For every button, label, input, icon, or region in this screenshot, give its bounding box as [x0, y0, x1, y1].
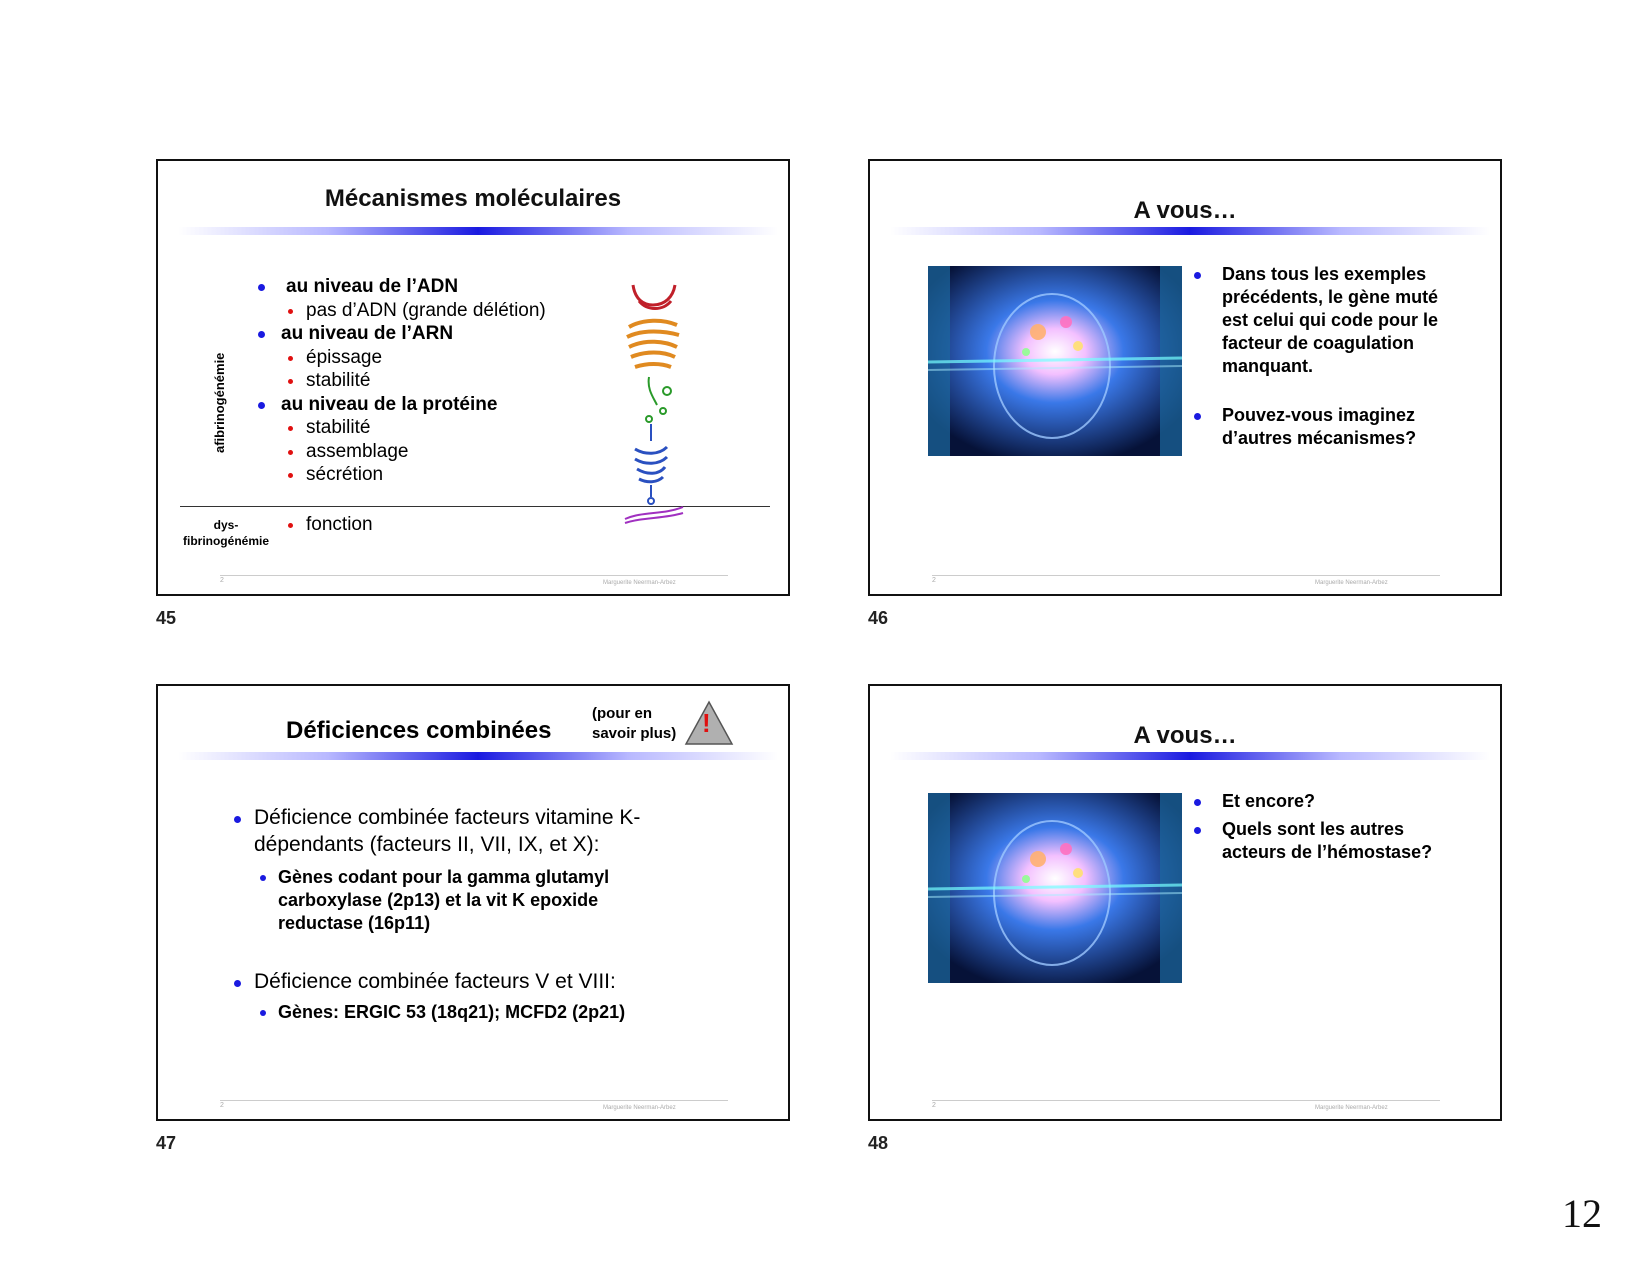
- afibrinogenemie-label: afibrinogénémie: [212, 352, 227, 453]
- bullet-dot: [258, 402, 265, 409]
- bullet-dot: [234, 816, 241, 823]
- sub-line2: carboxylase (2p13) et la vit K epoxide: [278, 890, 599, 910]
- footer-page: 2: [932, 1102, 936, 1109]
- bullet-acteurs: Quels sont les autres acteurs de l’hémostase?: [1222, 819, 1433, 862]
- sub-bullet-dot: [288, 356, 293, 361]
- slide-number: 48: [868, 1133, 889, 1153]
- brain-illustration-icon: [928, 793, 1182, 983]
- golgi-icon: [635, 447, 667, 453]
- bullet-dot: [1194, 272, 1201, 279]
- dys-label-line1: dys-: [213, 518, 239, 532]
- footer-line: [220, 1100, 728, 1101]
- brain-image: [928, 266, 1182, 456]
- slide-title: Déficiences combinées: [286, 717, 552, 744]
- sub-bullet-fonction: fonction: [306, 514, 373, 535]
- sub-bullet-stabilite-prot: stabilité: [306, 417, 371, 438]
- sub-bullet-adn: pas d’ADN (grande délétion): [306, 300, 546, 321]
- slide-number: 45: [156, 608, 177, 628]
- sub-bullet-genes-vitk: [278, 866, 609, 935]
- footer-line: [932, 575, 1440, 576]
- more-info-note: [592, 704, 676, 744]
- bullet-encore: Et encore?: [1222, 791, 1316, 811]
- sub-bullet-epissage: épissage: [306, 347, 383, 368]
- sub-bullet-dot: [288, 473, 293, 478]
- sub-bullet-stabilite: stabilité: [306, 370, 371, 391]
- brain-image: [928, 793, 1182, 983]
- bullet-dot: [1194, 799, 1201, 806]
- bullet-adn: au niveau de l’ADN: [286, 276, 459, 297]
- page-number: 12: [1562, 1191, 1602, 1236]
- footer-page: 2: [932, 577, 936, 584]
- sub-bullet-assemblage: assemblage: [306, 441, 409, 462]
- sub-bullet-dot: [288, 450, 293, 455]
- note-line1: (pour en: [592, 705, 652, 722]
- bullet-vitk: [254, 804, 640, 858]
- brain-illustration-icon: [928, 266, 1182, 456]
- sub-line3: reductase (16p11): [278, 913, 431, 933]
- footer-page: 2: [220, 1102, 224, 1109]
- slide-45: [156, 159, 790, 596]
- note-line2: savoir plus): [592, 725, 677, 742]
- title-underline: [178, 752, 778, 760]
- bullet-v-viii: Déficience combinée facteurs V et VIII:: [254, 970, 616, 993]
- slide-number: 47: [156, 1133, 177, 1153]
- bullet-dot: [1194, 827, 1201, 834]
- vesicle-path-icon: [649, 377, 657, 405]
- sub-bullet-dot: [260, 875, 266, 881]
- er-icon: [629, 321, 677, 327]
- dysfibrinogenemie-label: [176, 517, 276, 549]
- footer-author: Marguerite Neerman-Arbez: [1315, 580, 1388, 586]
- slide-47: [156, 684, 790, 1121]
- dys-label-line2: fibrinogénémie: [182, 534, 269, 548]
- sub-bullet-dot: [288, 523, 293, 528]
- bullet-vitk-line1: Déficience combinée facteurs vitamine K-: [254, 806, 641, 829]
- slide-number: 46: [868, 608, 889, 628]
- bullet-arn: au niveau de l’ARN: [281, 323, 454, 344]
- slide-title: Mécanismes moléculaires: [324, 185, 622, 212]
- sub-bullet-dot: [288, 309, 293, 314]
- bullet-proteine: au niveau de la protéine: [281, 394, 498, 415]
- sub-line1: Gènes codant pour la gamma glutamyl: [278, 867, 610, 887]
- bullet-vitk-line2: dépendants (facteurs II, VII, IX, et X):: [254, 833, 600, 856]
- footer-author: Marguerite Neerman-Arbez: [603, 1105, 676, 1111]
- sub-bullet-dot: [288, 426, 293, 431]
- slide-title: A vous…: [1133, 722, 1237, 749]
- sub-bullet-dot: [260, 1010, 266, 1016]
- bullet-dot: [258, 331, 265, 338]
- footer-line: [932, 1100, 1440, 1101]
- sub-bullet-dot: [288, 379, 293, 384]
- bullet-question: Pouvez-vous imaginez d’autres mécanismes?: [1222, 405, 1417, 448]
- bullet-examples: Dans tous les exemples précédents, le gène muté est celui qui code pour le facteur de coagulation manquant.: [1222, 264, 1439, 376]
- footer-author: Marguerite Neerman-Arbez: [603, 580, 676, 586]
- sub-bullet-genes-v-viii: Gènes: ERGIC 53 (18q21); MCFD2 (2p21): [278, 1002, 626, 1022]
- footer-author: Marguerite Neerman-Arbez: [1315, 1105, 1388, 1111]
- cell-secretion-diagram: [623, 279, 693, 529]
- slide-title: A vous…: [1133, 197, 1237, 224]
- bullet-dot: [1194, 413, 1201, 420]
- footer-line: [220, 575, 728, 576]
- title-underline: [890, 752, 1490, 760]
- sub-bullet-secretion: sécrétion: [306, 464, 384, 485]
- bullet-dot: [258, 284, 265, 291]
- footer-page: 2: [220, 577, 224, 584]
- warning-mark: !: [702, 708, 711, 738]
- bullet-dot: [234, 980, 241, 987]
- slide-48: [868, 684, 1502, 1121]
- title-underline: [890, 227, 1490, 235]
- title-underline: [178, 227, 778, 235]
- slide-46: [868, 159, 1502, 596]
